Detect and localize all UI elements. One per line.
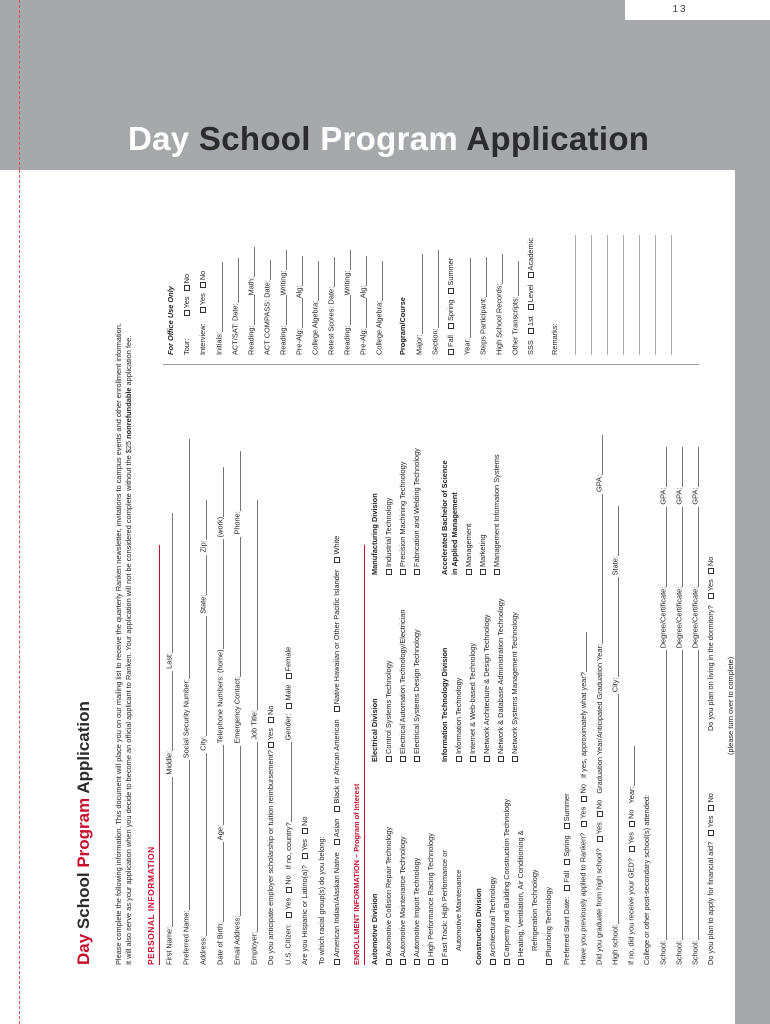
applied-row[interactable]: Have you previously applied to Ranken? Yes No If yes, approximately what year? (579, 632, 587, 965)
employer-row[interactable]: Employer: Job Title: (250, 500, 258, 965)
page-number: 13 (672, 4, 688, 15)
school-row-1[interactable]: School: Degree/Certificate: GPA: (659, 447, 667, 965)
office-reading-2[interactable]: Reading:Writing: (279, 250, 287, 355)
office-program-course: Program/Course (398, 297, 407, 355)
office-major[interactable]: Major: (415, 254, 423, 355)
remarks-line-3[interactable] (607, 235, 608, 355)
college-question: College or other post-secondary school(s) attended: (642, 794, 651, 965)
office-other-transcripts[interactable]: Other Transcripts: (511, 261, 519, 355)
remarks-line-5[interactable] (639, 235, 640, 355)
office-interview[interactable]: Interview: Yes No (198, 270, 207, 355)
office-initials[interactable]: Initials: (215, 262, 223, 355)
bs-division-2: in Applied Management (450, 492, 459, 575)
office-remarks: Remarks: (550, 323, 559, 355)
auto-item-2[interactable]: Automotive Maintenance Technology (399, 836, 406, 965)
first-name-row[interactable]: First Name: Middle: Last: (165, 513, 173, 965)
remarks-line-2[interactable] (591, 235, 592, 355)
turn-over-note: (please turn over to complete) (726, 656, 735, 755)
office-sss[interactable]: SSS 1st Level Academic (526, 238, 535, 355)
start-date-row[interactable]: Preferred Start Date: Fall Spring Summer (562, 793, 571, 965)
citizen-row[interactable]: U.S. Citizen: Yes No If no, country? Gender: Male Female (283, 646, 293, 965)
title-school: School (198, 120, 311, 157)
hispanic-row[interactable]: Are you Hispanic or Latino(a)? Yes No (300, 816, 309, 965)
auto-item-4[interactable]: High Performance Racing Technology (427, 833, 434, 965)
it-item-2[interactable]: Internet & Web-based Technology (469, 643, 476, 762)
construction-division: Construction Division (474, 888, 483, 965)
office-divider (163, 364, 699, 365)
office-reading[interactable]: Reading:Math: (247, 247, 255, 355)
race-options[interactable]: American Indian/Alaskan Native Asian Black or African American Native Hawaiian or Other Pacific Islander White (333, 536, 340, 965)
auto-division: Automotive Division (370, 893, 379, 965)
it-item-1[interactable]: Information Technology (455, 678, 462, 762)
grad-row[interactable]: Did you graduate from high school? Yes No Graduation Year/Anticipated Graduation Year: GPA: (595, 435, 603, 965)
bs-item-3[interactable]: Management Information Systems (493, 454, 500, 575)
const-item-3[interactable]: Heating, Ventilation, Air Conditioning & (517, 830, 524, 965)
office-pre-alg[interactable]: Pre-Alg:Alg: (295, 256, 303, 355)
title-application: Application (466, 120, 650, 157)
office-term[interactable]: Fall Spring Summer (447, 258, 454, 355)
ged-row[interactable]: If no, did you receive your GED? Yes No Year: (627, 746, 635, 965)
auto-item-5-cont: Automotive Maintenance (454, 869, 463, 951)
remarks-line-7[interactable] (671, 235, 672, 355)
title-day: Day (128, 120, 190, 157)
school-row-3[interactable]: School: Degree/Certificate: GPA: (691, 447, 699, 965)
office-year[interactable]: Year: (463, 258, 471, 355)
enrollment-divider (364, 545, 365, 965)
elec-item-2[interactable]: Electrical Automation Technology/Electrician (399, 610, 406, 762)
dob-row[interactable]: Date of Birth: Age: Telephone Numbers: (home) (work) (216, 467, 224, 965)
intro-line-1: Please complete the following information. This document will place you on our mailing list to receive the quarterly Ranken newsletter, invitations to campus events and other enrollment information. (114, 323, 123, 965)
bs-division-1: Accelerated Bachelor of Science (440, 460, 449, 575)
personal-divider (159, 545, 160, 965)
it-item-5[interactable]: Network Systems Management Technology (511, 612, 518, 762)
const-item-4[interactable]: Plumbing Technology (545, 887, 552, 965)
office-act-sat[interactable]: ACT/SAT: Date: (231, 258, 239, 355)
racial-question: To which racial group(s) do you belong: (317, 836, 326, 965)
mfg-item-2[interactable]: Precision Machining Technology (399, 462, 406, 575)
office-college-algebra[interactable]: College Algebra: (311, 261, 319, 355)
remarks-line-6[interactable] (655, 235, 656, 355)
electrical-division: Electrical Division (370, 698, 379, 762)
office-reading-3[interactable]: Reading:Writing: (343, 250, 351, 355)
mfg-item-3[interactable]: Fabrication and Welding Technology (413, 448, 420, 575)
mfg-item-1[interactable]: Industrial Technology (385, 498, 392, 575)
office-header: For Office Use Only (166, 286, 175, 355)
remarks-line-4[interactable] (623, 235, 624, 355)
title-panel (0, 0, 770, 170)
office-pre-alg-2[interactable]: Pre-Alg:Alg: (359, 256, 367, 355)
page-title (128, 120, 649, 158)
elec-item-1[interactable]: Control Systems Technology (385, 660, 392, 762)
it-item-3[interactable]: Network Architecture & Design Technology (483, 614, 490, 762)
application-form (75, 175, 735, 965)
manufacturing-division: Manufacturing Division (370, 493, 379, 575)
fold-line-top (19, 0, 20, 170)
auto-item-3[interactable]: Automotive Import Technology (413, 858, 420, 965)
auto-item-1[interactable]: Automotive Collision Repair Technology (385, 827, 392, 965)
it-item-4[interactable]: Network & Database Administration Technology (497, 598, 504, 762)
tuition-row[interactable]: Do you anticipate employer scholarship or tuition reimbursement? Yes No (266, 705, 275, 965)
office-act-compass[interactable]: ACT COMPASS: Date: (263, 260, 271, 355)
it-division: Information Technology Division (440, 647, 449, 762)
office-retest[interactable]: Retest Scores: Date: (327, 257, 335, 355)
bs-item-2[interactable]: Marketing (479, 535, 486, 575)
remarks-line-1[interactable] (575, 235, 576, 355)
fin-aid-row[interactable]: Do you plan to apply for financial aid? Yes No Do you plan on living in the dormitory? Yes No (706, 556, 715, 965)
personal-header: PERSONAL INFORMATION (146, 846, 156, 965)
bs-item-1[interactable]: Management (465, 524, 472, 575)
const-item-2[interactable]: Carpentry and Building Construction Technology (503, 799, 510, 965)
auto-item-5[interactable]: Fast Track: High Performance or (441, 850, 448, 965)
email-row[interactable]: Email Address: Emergency Contact: Phone: (233, 451, 241, 965)
const-item-3-cont: Refrigeration Technology (530, 869, 539, 951)
right-band (735, 170, 770, 1024)
office-hs-records[interactable]: High School Records: (495, 254, 503, 355)
enrollment-header: ENROLLMENT INFORMATION – Program of Interest (352, 783, 361, 965)
school-row-2[interactable]: School: Degree/Certificate: GPA: (675, 447, 683, 965)
const-item-1[interactable]: Architectural Technology (489, 877, 496, 965)
office-section[interactable]: Section: (431, 250, 439, 355)
elec-item-3[interactable]: Electrical Systems Design Technology (413, 629, 420, 762)
intro-line-2: It will also serve as your application when you decide to become an official applicant to Ranken. Your application will not be considered complete without the $25 nonrefundable application fee. (124, 335, 133, 965)
office-steps[interactable]: Steps Participant: (479, 257, 487, 355)
office-tour[interactable]: Tour: Yes No (182, 273, 191, 355)
fold-line (19, 170, 20, 1024)
form-title: Day School Program Application (74, 701, 93, 965)
title-program: Program (320, 120, 459, 157)
office-college-algebra-2[interactable]: College Algebra: (375, 261, 383, 355)
address-row[interactable]: Address: City: State: Zip: (199, 500, 207, 965)
preferred-name-row[interactable]: Preferred Name: Social Security Number: (182, 439, 190, 965)
high-school-row[interactable]: High school: City: State: (611, 506, 619, 965)
